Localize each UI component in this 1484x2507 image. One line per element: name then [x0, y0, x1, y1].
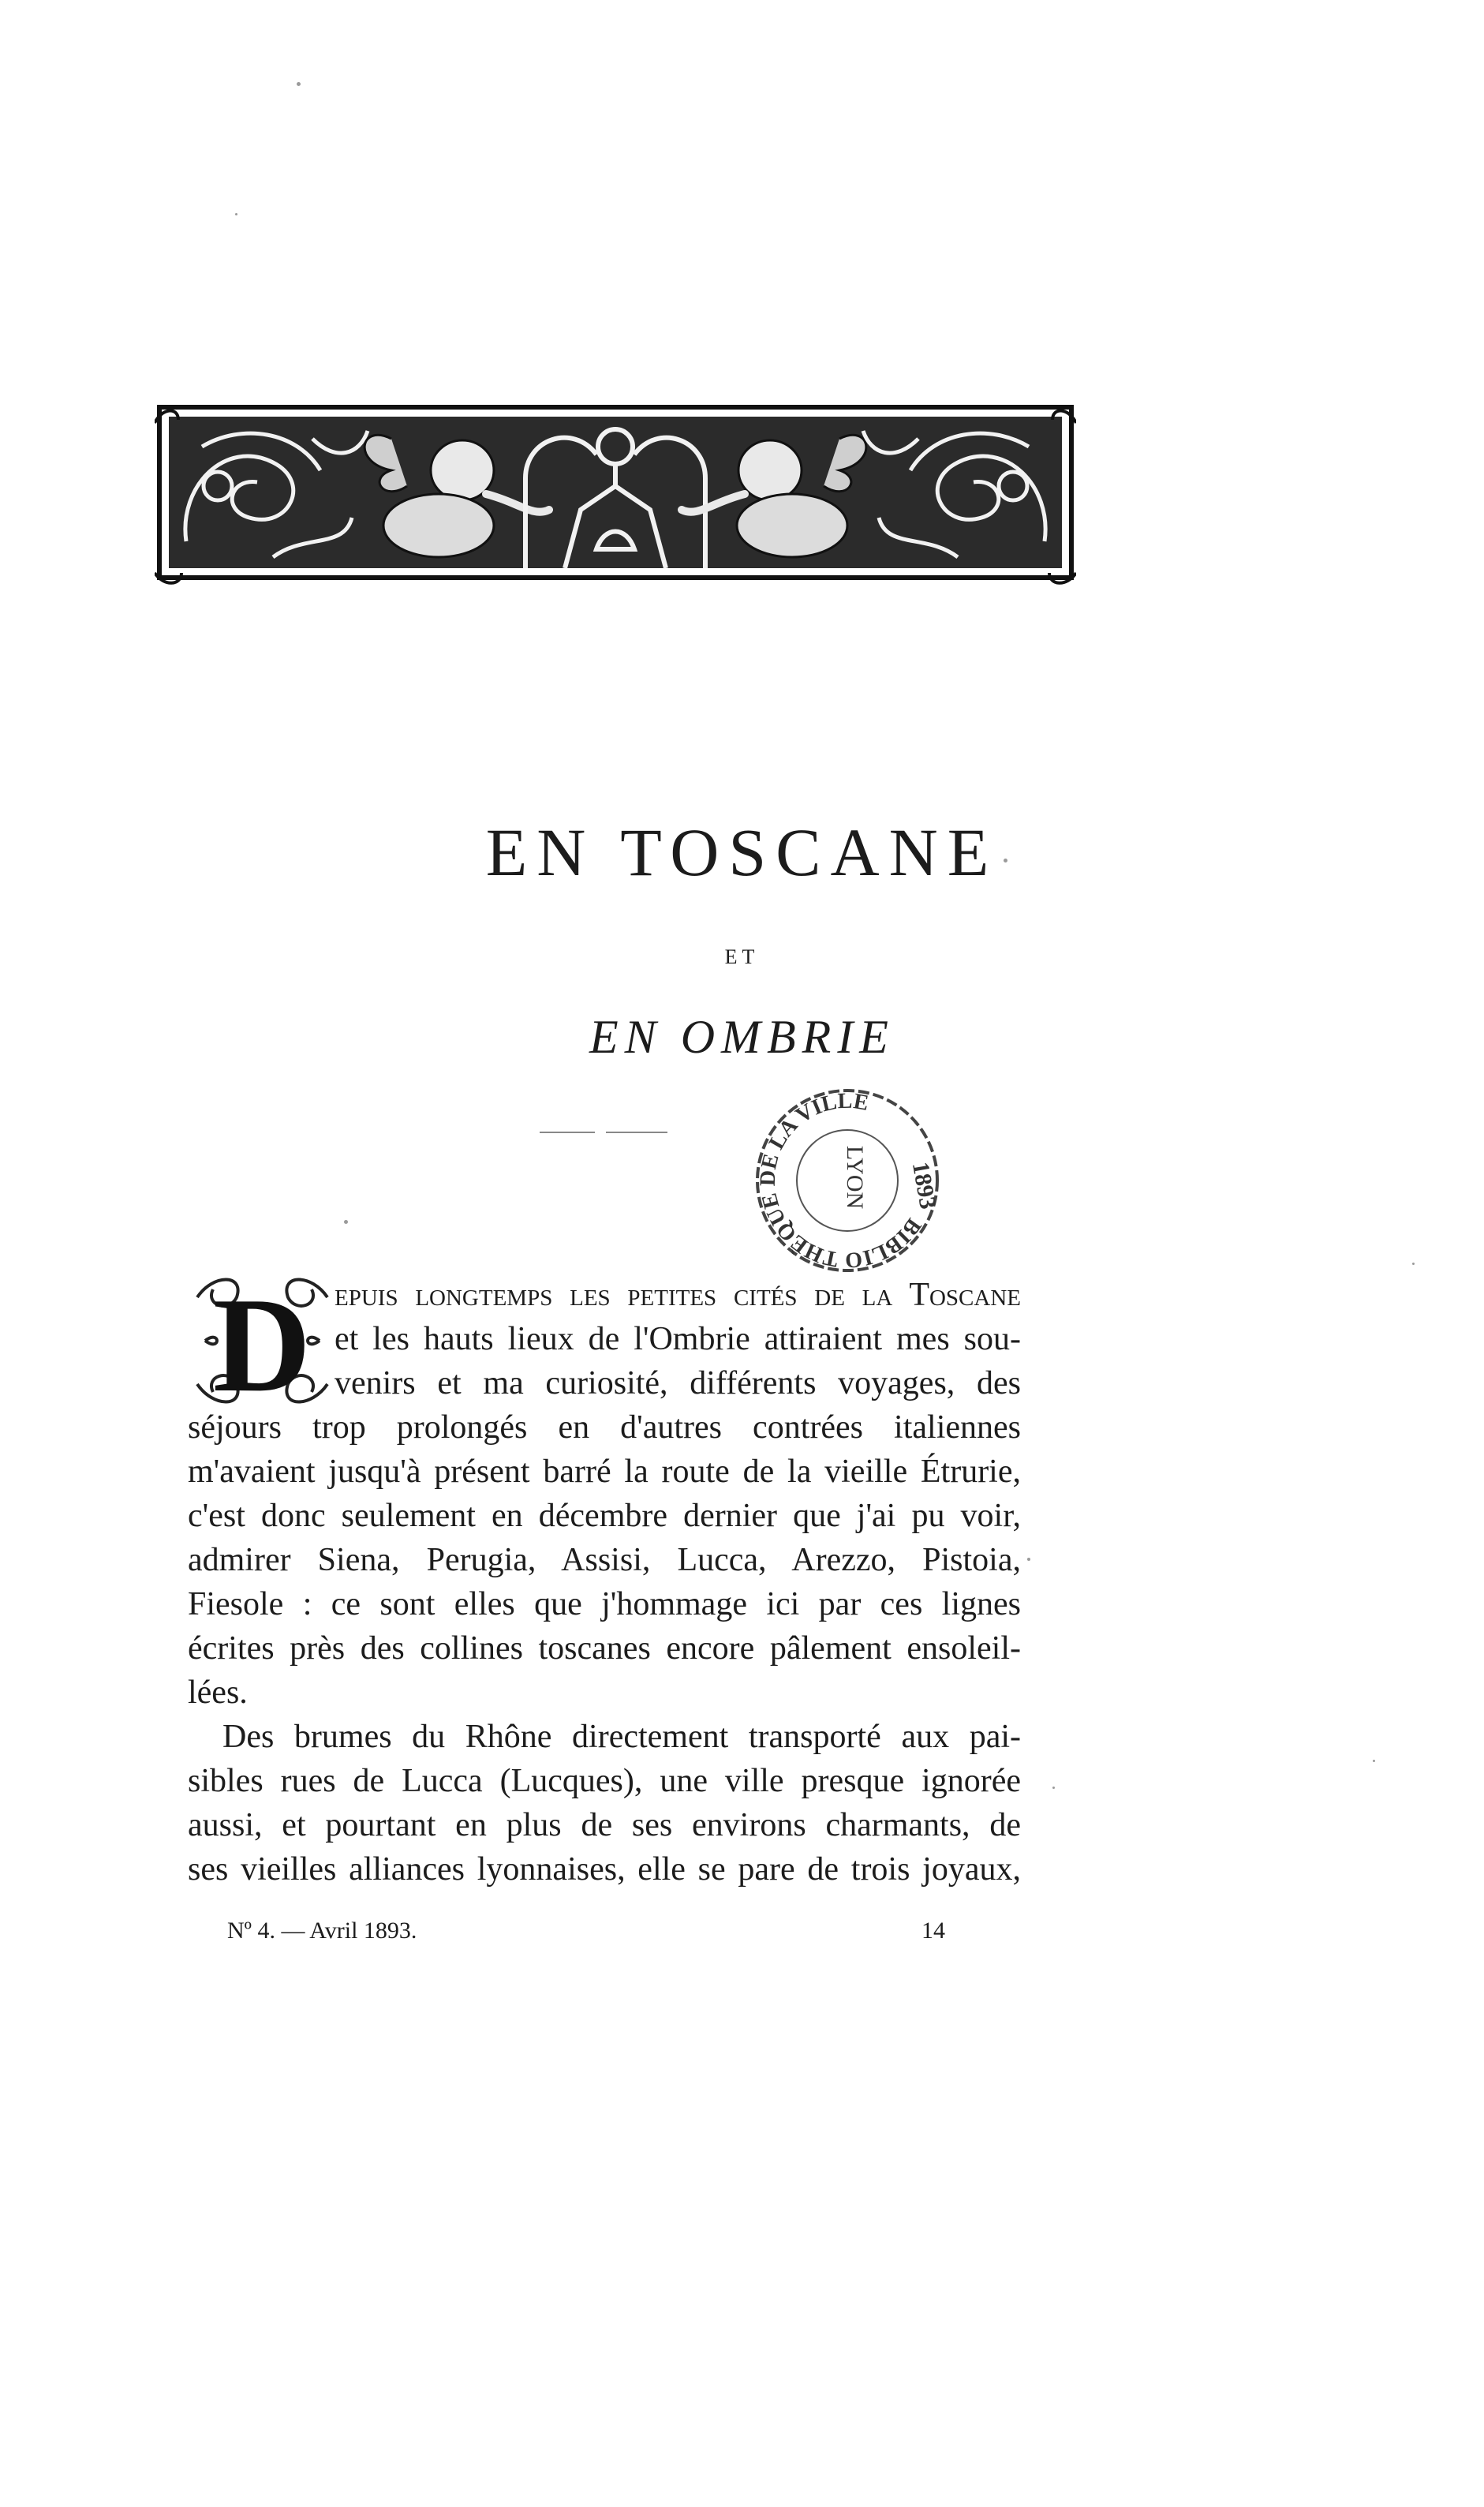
stamp-year: 1893 — [906, 1159, 941, 1211]
text-line: ses vieilles alliances lyonnaises, elle se pare de trois joyaux, — [188, 1851, 1021, 1888]
text-line: aussi, et pourtant en plus de ses environs charmants, de — [188, 1807, 1021, 1843]
text-line: séjours trop prolongés en d'autres contrées italiennes — [188, 1409, 1021, 1446]
library-stamp — [751, 1084, 944, 1277]
text-line: lées. — [188, 1674, 248, 1711]
paper-speck — [235, 213, 237, 215]
text-line: et les hauts lieux de l'Ombrie attiraient mes sou- — [335, 1321, 1021, 1357]
issue-footer: Nº 4. — Avril 1893. — [227, 1918, 417, 1944]
paper-speck — [1412, 1263, 1415, 1265]
text-line: sibles rues de Lucca (Lucques), une ville presque ignorée — [188, 1763, 1021, 1799]
paper-speck — [344, 1220, 348, 1224]
paper-speck — [1052, 1787, 1055, 1789]
dropcap-letter: D — [212, 1270, 312, 1412]
text-line: c'est donc seulement en décembre dernier que j'ai pu voir, — [188, 1498, 1021, 1534]
stamp-city: LYON — [842, 1145, 868, 1210]
text-line: écrites près des collines toscanes encore pâlement ensoleil- — [188, 1630, 1021, 1667]
stamp-ring-text: BIBLIO THÈQUE DE LA VILLE — [755, 1088, 926, 1273]
title-divider-right — [606, 1132, 667, 1133]
paper-speck — [1373, 1760, 1375, 1762]
paper-speck — [297, 82, 301, 86]
page-number: 14 — [921, 1918, 945, 1944]
text-line: epuis longtemps les petites cités de la Toscane — [335, 1277, 1021, 1313]
title-divider-left — [540, 1132, 595, 1133]
decorated-drop-capital — [189, 1266, 335, 1412]
text-line: m'avaient jusqu'à présent barré la route de la vieille Étrurie, — [188, 1454, 1021, 1490]
text-line: admirer Siena, Perugia, Assisi, Lucca, Arezzo, Pistoia, — [188, 1542, 1021, 1578]
article-subtitle: EN OMBRIE — [589, 1011, 895, 1063]
text-line: Fiesole : ce sont elles que j'hommage ici par ces lignes — [188, 1586, 1021, 1622]
title-conjunction: ET — [724, 945, 760, 968]
text-line: venirs et ma curiosité, différents voyages, des — [335, 1365, 1021, 1401]
article-title: EN TOSCANE — [485, 814, 999, 890]
ornamental-headpiece — [155, 391, 1076, 589]
text-line: Des brumes du Rhône directement transporté aux pai- — [222, 1719, 1021, 1755]
paper-speck — [1027, 1558, 1030, 1561]
